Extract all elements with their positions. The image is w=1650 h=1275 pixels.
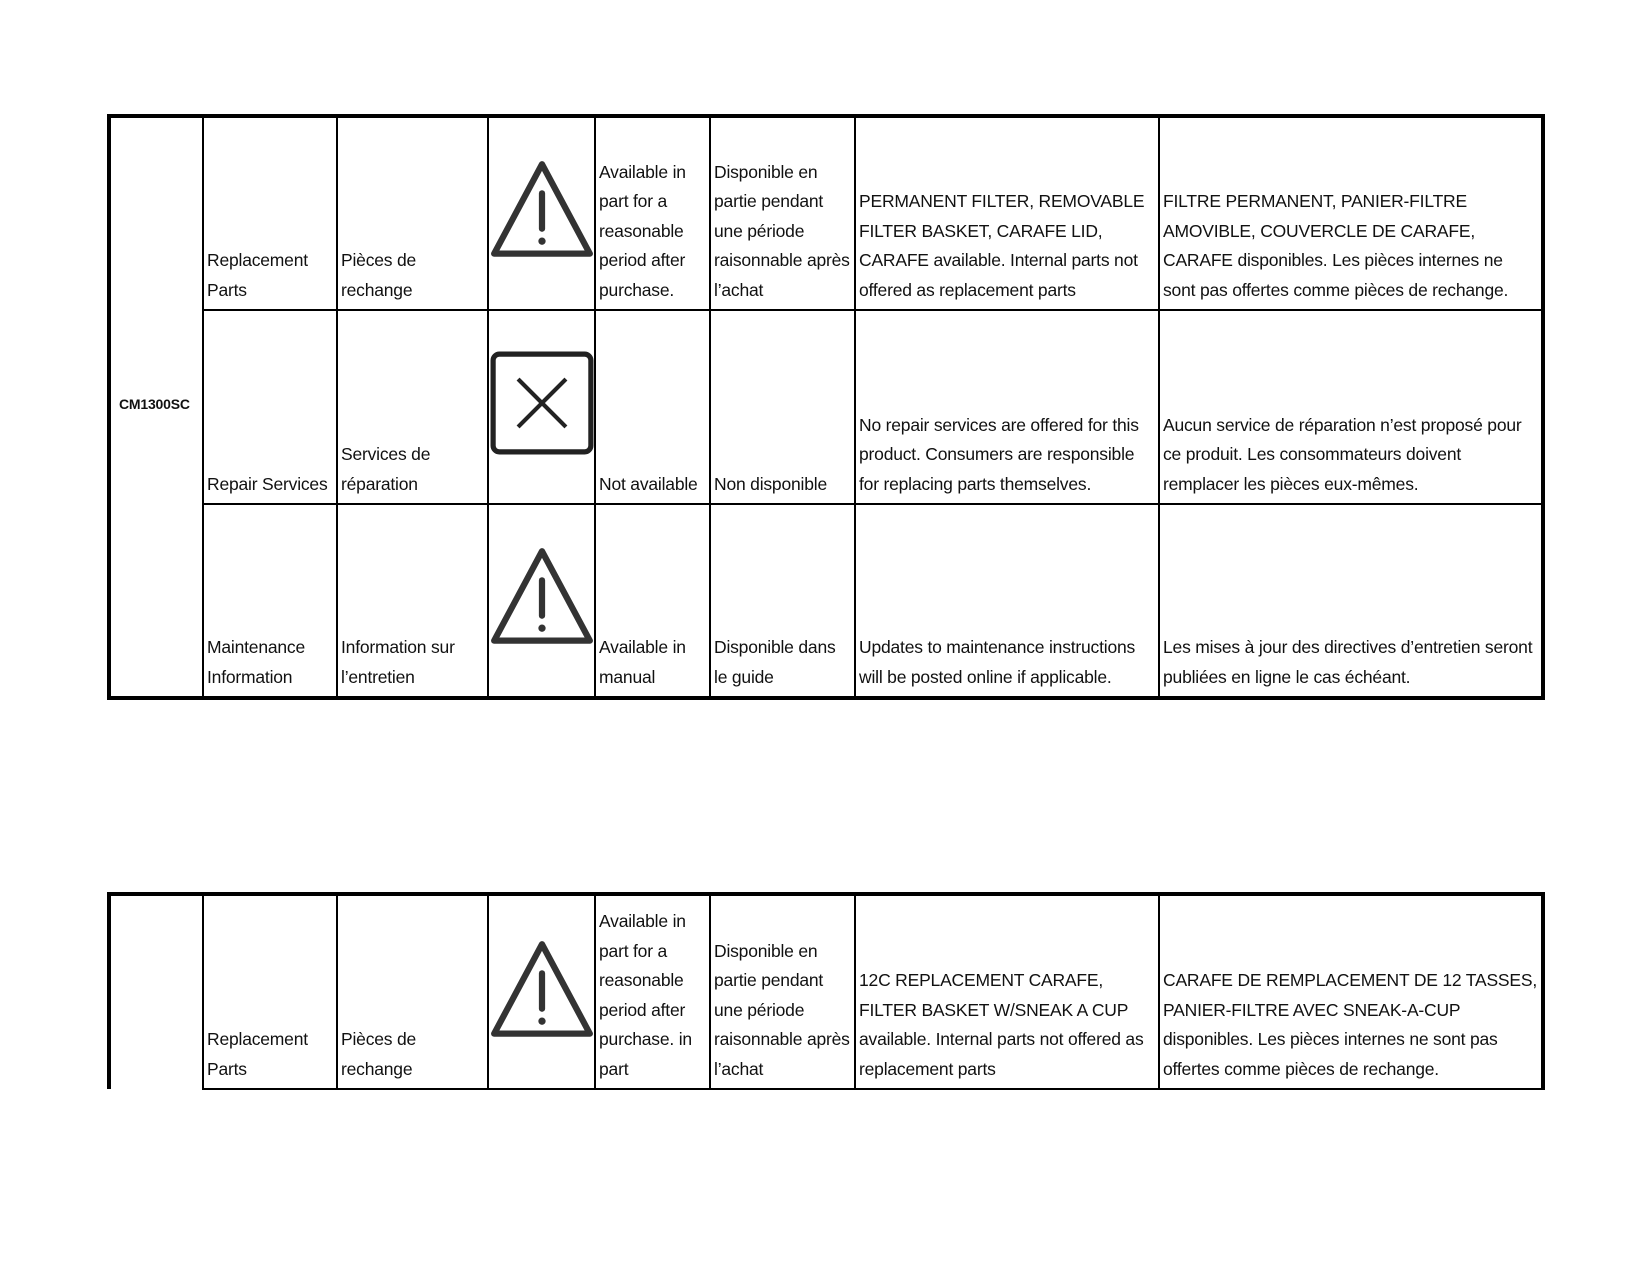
warning-icon (488, 894, 595, 1089)
details-en: No repair services are offered for this product. Consumers are responsible for replacing parts themselves. (855, 310, 1159, 504)
category-en: Replacement Parts (203, 116, 337, 310)
status-en: Available in part for a reasonable period after purchase. in part (595, 894, 710, 1089)
status-en: Not available (595, 310, 710, 504)
status-fr: Disponible en partie pendant une période raisonnable après l’achat (710, 894, 855, 1089)
details-en: 12C REPLACEMENT CARAFE, FILTER BASKET W/SNEAK A CUP available. Internal parts not offered as replacement parts (855, 894, 1159, 1089)
category-en: Maintenance Information (203, 504, 337, 698)
details-fr: CARAFE DE REMPLACEMENT DE 12 TASSES, PANIER-FILTRE AVEC SNEAK-A-CUP disponibles. Les pièces internes ne sont pas offertes comme pièces de rechange. (1159, 894, 1543, 1089)
status-en: Available in part for a reasonable period after purchase. (595, 116, 710, 310)
warning-icon (488, 504, 595, 698)
model-cell (109, 894, 203, 1089)
table-row (109, 310, 1543, 504)
repairability-table (107, 114, 1545, 700)
category-fr: Pièces de rechange (337, 894, 488, 1089)
details-en: PERMANENT FILTER, REMOVABLE FILTER BASKET, CARAFE LID, CARAFE available. Internal parts not offered as replacement parts (855, 116, 1159, 310)
details-en: Updates to maintenance instructions will be posted online if applicable. (855, 504, 1159, 698)
category-fr: Services de réparation (337, 310, 488, 504)
status-fr: Non disponible (710, 310, 855, 504)
status-en: Available in manual (595, 504, 710, 698)
category-en: Repair Services (203, 310, 337, 504)
status-fr: Disponible en partie pendant une période raisonnable après l’achat (710, 116, 855, 310)
model-number: CM1300SC (109, 116, 203, 698)
warning-icon (488, 116, 595, 310)
x-box-icon (488, 310, 595, 504)
table-row (109, 894, 1543, 1089)
category-fr: Information sur l’entretien (337, 504, 488, 698)
details-fr: Les mises à jour des directives d’entretien seront publiées en ligne le cas échéant. (1159, 504, 1543, 698)
table-row (109, 116, 1543, 310)
table-row (109, 504, 1543, 698)
details-fr: Aucun service de réparation n’est proposé pour ce produit. Les consommateurs doivent remplacer les pièces eux-mêmes. (1159, 310, 1543, 504)
repairability-table-continued (107, 892, 1545, 1090)
category-fr: Pièces de rechange (337, 116, 488, 310)
details-fr: FILTRE PERMANENT, PANIER-FILTRE AMOVIBLE, COUVERCLE DE CARAFE, CARAFE disponibles. Les pièces internes ne sont pas offertes comme pièces de rechange. (1159, 116, 1543, 310)
status-fr: Disponible dans le guide (710, 504, 855, 698)
category-en: Replacement Parts (203, 894, 337, 1089)
